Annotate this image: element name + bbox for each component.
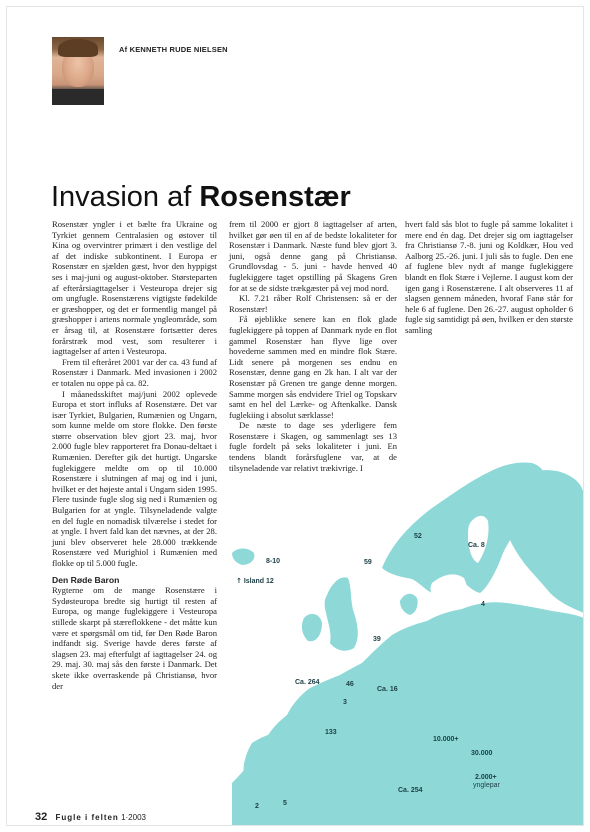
map-label-10000: 10.000+ [433, 736, 459, 743]
column-3 [405, 219, 573, 336]
page-number: 32 [35, 811, 48, 823]
magazine-name: Fugle i felten [55, 813, 119, 822]
map-label-46: 46 [346, 681, 354, 688]
column-1 [52, 219, 217, 691]
map-label-3: 3 [343, 699, 347, 706]
map-label-30000: 30.000 [471, 750, 493, 757]
land-mass [232, 462, 584, 825]
paragraph: hvert fald sås blot to fugle på samme lokalitet i mere end én dag. Det drejer sig om iagttagelser fra Christiansø 7.-8. juni og Koldkær, Hou ved Aalborg 25.-26. juni. I juli sås to fugle. Den ene af fuglene blev nydt af mange fuglekiggere blandt en flok Stære i Vejlerne. I august kom der igen gang i Rosenstærene. I alt observeres 11 af slagsen gennem måneden, hvoraf Fanø står for hele 6 af fuglene. Den 26.-27. august opholder 6 fugle sig samtidigt på øen, hvilken er den største samling [405, 219, 573, 335]
map-label-2: 2 [255, 803, 259, 810]
paragraph: frem til 2000 er gjort 8 iagttagelser af arten, hvilket gør øen til en af de bedste lokaliteter for Rosenstær i Danmark. Næste fund blev gjort 3. juni, også denne gang på Christiansø. Grundlovsdag - 5. juni - havde henved 40 fuglekiggere taget opstilling på Skagens Gren for at se de sidste trækgæster på vej mod nord. [229, 219, 397, 293]
article-title: Invasion af Rosenstær [51, 181, 351, 213]
map-label-ca264: Ca. 264 [295, 679, 320, 686]
page-footer [35, 811, 146, 823]
map-label-ca254: Ca. 254 [398, 787, 423, 794]
paragraph: I måanedsskiftet maj/juni 2002 oplevede Europa et stort influks af Rosenstære. Det var især Tyrkiet, Bulgarien, Rumænien og Ungarn, som kunne melde om store flokke. Den første større observation blev gjort 23. maj, hvor 2.000 fugle blev rapporteret fra Donau-deltaet i Rumænien. Derefter gik det hurtigt. Ungarske fuglekiggere meldte om op til 10.000 Rosenstære i slutningen af maj og ind i juni, hvilket er det højeste antal i Ungarn siden 1995. Flere tusinde fugle slog sig ned i Rumænien og Bulgarien for at yngle. Tilsyneladende valgte en del fugle en nomadisk tilværelse i stedet for at yngle. I hvert fald kan det nævnes, at der 28. juni blev observeret hele 28.000 trækkende Rosenstære ved Murighiol i Rumænien med flokke op til 5.000 fugle. [52, 388, 217, 568]
paragraph: Rosenstær yngler i et bælte fra Ukraine og Tyrkiet gennem Centralasien og østover til Kina og overvintrer primært i den vestlige del af det indiske subkontinent. I Europa er Rosenstær en sjælden gæst, hvor den hyppigst ses i maj-juni og august-oktober. Størsteparten af efterårsiagttagelser i Vesteuropa drejer sig om ungfugle. Rosenstærens vigtigste fødekilde er græshopper, og det er formentlig mangel på græshopper i artens normale yngleområde, som er årsag til, at Rosenstære fortsætter deres forårstræk mod vest, som resulterer i iagttagelser af arten i Vesteuropa. [52, 219, 217, 357]
magazine-page [6, 6, 584, 826]
europe-map-svg [232, 443, 584, 825]
map-label-ca8: Ca. 8 [468, 542, 485, 549]
map-label-52: 52 [414, 533, 422, 540]
issue-number: 1·2003 [121, 813, 146, 822]
paragraph: Frem til efteråret 2001 var der ca. 43 fund af Rosenstær i Danmark. Med invasionen i 2002 er totalen nu oppe på ca. 82. [52, 356, 217, 388]
map-label-iceland: ↑ Island 12 [236, 577, 274, 585]
map-label-39: 39 [373, 636, 381, 643]
map-label-4: 4 [481, 601, 485, 608]
paragraph: Få øjeblikke senere kan en flok glade fuglekiggere på toppen af Danmark nyde en flot gammel Rosenstær han flyve lige over hovederne sammen med en mindre flok Stære. Lidt senere på morgenen ses endnu en Rosenstær, denne gang en 2k han. I alt var der Rosenstær på Grenen tre gange denne morgen. Samme morgen sås endvidere Triel og Topskarv samt en hel del Lærke- og Aftenkalke. Dansk fuglekiing i absolut særklasse! [229, 314, 397, 420]
map-label-8-10: 8-10 [266, 558, 281, 565]
map-label-59: 59 [364, 559, 372, 566]
section-heading: Den Røde Baron [52, 574, 120, 585]
europe-map [232, 443, 584, 825]
map-label-ca16: Ca. 16 [377, 686, 398, 693]
paragraph: Kl. 7.21 råber Rolf Christensen: så er der Rosenstær! [229, 293, 397, 314]
map-label-ynglepar: ynglepar [473, 782, 500, 789]
map-label-133: 133 [325, 729, 337, 736]
paragraph: Rygterne om de mange Rosenstære i Sydøsteuropa bredte sig hurtigt til resten af Europa, og mange fuglekiggere i Vesteuropa stillede skarpt på stæreflokkene - det måtte kun være et spørgsmål om tid, før Den Røde Baron indfandt sig. Sverige havde deres første af slagsen 23. maj efterfulgt af iagttagelser 24. og 29. maj. 30. maj sås den første i Danmark. Det skete ikke overraskende på Christiansø, hvor der [52, 585, 217, 691]
column-2 [229, 219, 397, 473]
arrow-up-icon: ↑ [236, 577, 242, 585]
map-label-2000: 2.000+ [475, 774, 497, 781]
paragraph: De næste to dage ses yderligere fem Rosenstære i Skagen, og sammenlagt ses 13 fugle fordelt på seks lokaliteter i juni. En tendens blandt forårsfuglene var, at de tilsyneladende var relativt trækivrige. I [229, 420, 397, 473]
byline: Af KENNETH RUDE NIELSEN [119, 45, 228, 54]
author-photo [52, 37, 104, 105]
map-label-5: 5 [283, 800, 287, 807]
